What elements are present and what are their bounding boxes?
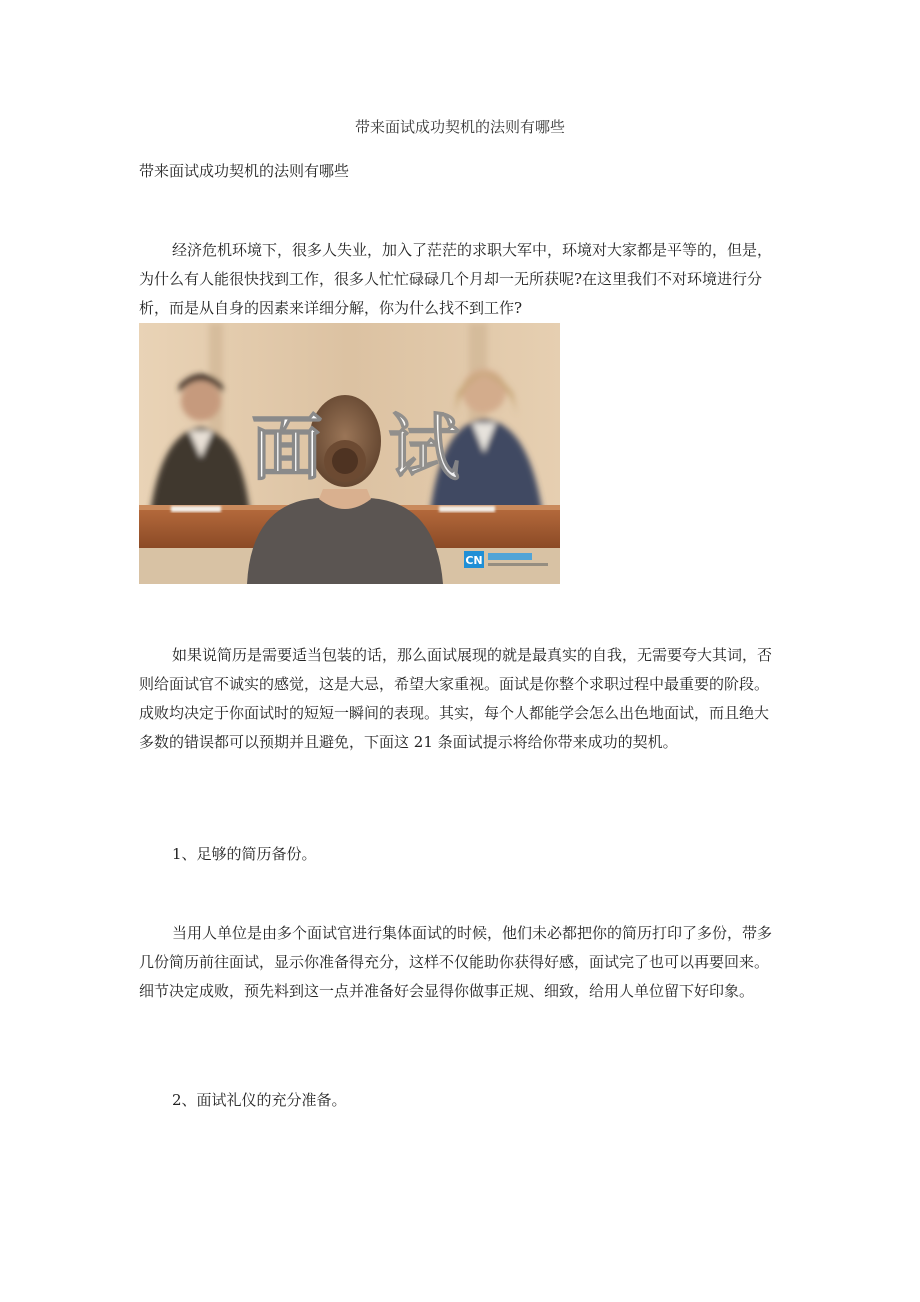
document-title: 带来面试成功契机的法则有哪些 bbox=[354, 118, 565, 136]
document-subtitle: 带来面试成功契机的法则有哪些 bbox=[139, 162, 350, 180]
svg-text:CN: CN bbox=[465, 554, 483, 567]
interview-photo bbox=[139, 323, 560, 584]
section-heading-2: 2、面试礼仪的充分准备。 bbox=[172, 1091, 347, 1109]
paragraph-3: 当用人单位是由多个面试官进行集体面试的时候，他们未必都把你的简历打印了多份，带多几份简历前往面试，显示你准备得充分，这样不仅能助你获得好感，面试完了也可以再要回来。细节决定成败，预先料到这一点并准备好会显得你做事正规、细致，给用人单位留下好印象。 bbox=[139, 924, 773, 1000]
image-overlay-text-1: 面 bbox=[250, 406, 324, 490]
paragraph-2: 如果说简历是需要适当包装的话，那么面试展现的就是最真实的自我，无需要夸大其词，否则给面试官不诚实的感觉，这是大忌，希望大家重视。面试是你整个求职过程中最重要的阶段。成败均决定于你面试时的短短一瞬间的表现。其实，每个人都能学会怎么出色地面试，而且绝大多数的错误都可以预期并且避免，下面这 21 条面试提示将给你带来成功的契机。 bbox=[139, 646, 773, 751]
section-heading-1: 1、足够的简历备份。 bbox=[172, 845, 317, 863]
image-overlay-text-2: 试 bbox=[387, 406, 461, 490]
intro-paragraph: 经济危机环境下，很多人失业，加入了茫茫的求职大军中，环境对大家都是平等的，但是，为什么有人能很快找到工作，很多人忙忙碌碌几个月却一无所获呢?在这里我们不对环境进行分析，而是从自身的因素来详细分解，你为什么找不到工作? bbox=[139, 241, 773, 317]
